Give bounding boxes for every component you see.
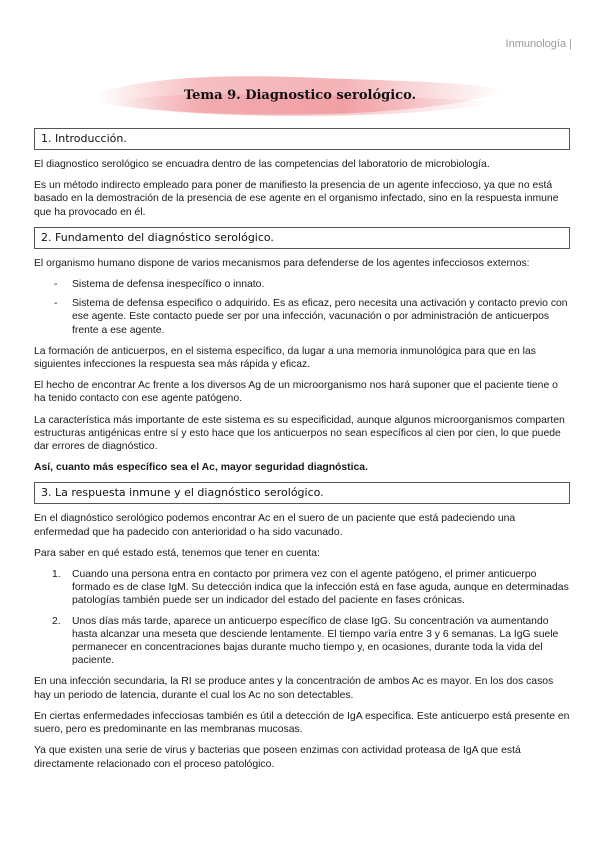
- document-body: [34, 128, 570, 779]
- paragraph: En el diagnóstico serológico podemos encontrar Ac en el suero de un paciente que está padeciendo una enfermedad que ha padecido con anterioridad o ha sido vacunado.: [34, 513, 516, 538]
- numbered-list: [34, 568, 570, 667]
- list-text: Cuando una persona entra en contacto por primera vez con el agente patógeno, el primer anticuerpo formado es de clase IgM. Su detección indica que la infección está en fase aguda, aunque en determinadas patologías también puede ser un indicador del estado del paciente en fases crónicas.: [72, 569, 569, 607]
- list-item: [34, 568, 570, 608]
- section-heading: 2. Fundamento del diagnóstico serológico.: [34, 227, 570, 249]
- list-number: 1.: [52, 569, 61, 581]
- paragraph: La característica más importante de este sistema es su especificidad, aunque algunos microorganismos comparten estructuras antigénicas entre sí y esto hace que los anticuerpos no sean específicos al cien por cien, lo que puede dar errores de diagnóstico.: [34, 414, 565, 453]
- paragraph: El organismo humano dispone de varios mecanismos para defenderse de los agentes infecciosos externos:: [34, 257, 530, 269]
- header-tag: Inmunología |: [505, 38, 572, 50]
- list-text: Unos días más tarde, aparece un anticuerpo específico de clase IgG. Su concentración va aumentando hasta alcanzar una meseta que desciende lentamente. El tiempo varía entre 3 y 6 semanas. La IgG suele permanecer en concentraciones bajas durante mucho tiempo y, en ocasiones, durante toda la vida del paciente.: [72, 615, 559, 667]
- paragraph: El hecho de encontrar Ac frente a los diversos Ag de un microorganismo nos hará suponer que el paciente tiene o ha tenido contacto con ese agente patógeno.: [34, 380, 558, 405]
- paragraph: En ciertas enfermedades infecciosas también es útil a detección de IgA especifica. Este anticuerpo está presente en suero, pero es predominante en las membranas mucosas.: [34, 710, 570, 736]
- paragraph: En una infección secundaria, la RI se produce antes y la concentración de ambos Ac es mayor. En los dos casos hay un periodo de latencia, durante el cual los Ac no son detectables.: [34, 676, 554, 701]
- paragraph: El diagnostico serológico se encuadra dentro de las competencias del laboratorio de microbiología.: [34, 159, 490, 170]
- list-number: 2.: [52, 615, 61, 627]
- paragraph: Es un método indirecto empleado para poner de manifiesto la presencia de un agente infeccioso, ya que no está basado en la demostración de la presencia de ese agente en el organismo infectado, sino en la respuesta inmune que ha provocado en él.: [34, 180, 559, 218]
- page-title: Tema 9. Diagnostico serológico.: [183, 88, 417, 103]
- list-item: - Sistema de defensa especifico o adquirido. Es as eficaz, pero necesita una activación y contacto previo con ese agente. Este contacto puede ser por una infección, vacunación o por administración de anticuerpos frente a ese agente.: [34, 297, 570, 337]
- paragraph: La formación de anticuerpos, en el sistema específico, da lugar a una memoria inmunológica para que en las siguientes infecciones la respuesta sea más rápida y eficaz.: [34, 345, 536, 371]
- section-heading: 3. La respuesta inmune y el diagnóstico serológico.: [34, 482, 570, 504]
- paragraph: Para saber en qué estado está, tenemos que tener en cuenta:: [34, 547, 320, 559]
- conclusion: Así, cuanto más específico sea el Ac, mayor seguridad diagnóstica.: [34, 462, 368, 474]
- paragraph: Ya que existen una serie de virus y bacterias que poseen enzimas con actividad proteasa de IgA que está directamente relacionado con el proceso patológico.: [34, 745, 521, 770]
- section-heading: 1. Introducción.: [34, 128, 570, 150]
- list-item: - Sistema de defensa inespecífico o innato.: [34, 278, 570, 291]
- dash-list: [34, 278, 570, 337]
- list-item: [34, 615, 570, 668]
